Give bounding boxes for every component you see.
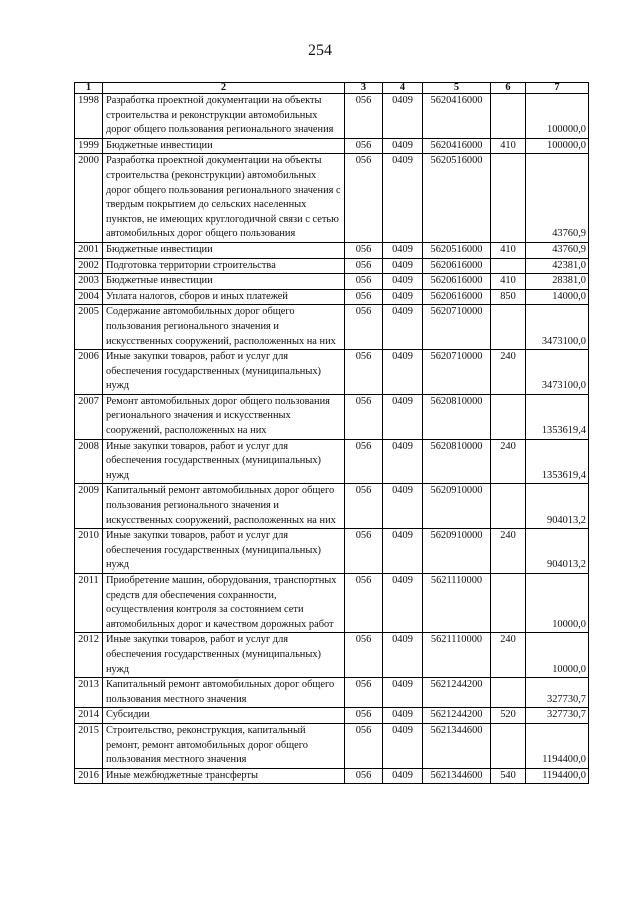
- table-row: [75, 258, 589, 274]
- table-row: [75, 678, 589, 708]
- item-name-cell: Уплата налогов, сборов и иных платежей: [103, 289, 345, 305]
- expense-type-cell: [491, 258, 526, 274]
- header-cell: 6: [491, 83, 526, 94]
- ministry-code-cell: 056: [345, 350, 383, 395]
- row-number-cell: 2009: [75, 484, 103, 529]
- amount-cell: 327730,7: [526, 708, 589, 724]
- expense-type-cell: 240: [491, 350, 526, 395]
- amount-cell: 43760,9: [526, 242, 589, 258]
- expense-type-cell: 240: [491, 633, 526, 678]
- table-row: [75, 574, 589, 633]
- ministry-code-cell: 056: [345, 242, 383, 258]
- target-article-cell: 5620910000: [423, 529, 491, 574]
- item-name-cell: Бюджетные инвестиции: [103, 274, 345, 290]
- row-number-cell: 1999: [75, 138, 103, 154]
- row-number-cell: 2001: [75, 242, 103, 258]
- ministry-code-cell: 056: [345, 289, 383, 305]
- amount-cell: 43760,9: [526, 154, 589, 243]
- table-row: [75, 138, 589, 154]
- expense-type-cell: 240: [491, 529, 526, 574]
- item-name-cell: Содержание автомобильных дорог общего пользования регионального значения и искусственных сооружений, расположенных на них: [103, 305, 345, 350]
- table-row: [75, 289, 589, 305]
- amount-cell: 904013,2: [526, 529, 589, 574]
- item-name-cell: Строительство, реконструкция, капитальный ремонт, ремонт автомобильных дорог общего пользования местного значения: [103, 723, 345, 768]
- target-article-cell: 5620616000: [423, 289, 491, 305]
- section-code-cell: 0409: [383, 94, 423, 139]
- amount-cell: 10000,0: [526, 574, 589, 633]
- expense-type-cell: 850: [491, 289, 526, 305]
- section-code-cell: 0409: [383, 484, 423, 529]
- table-body: [75, 94, 589, 784]
- ministry-code-cell: 056: [345, 723, 383, 768]
- item-name-cell: Иные закупки товаров, работ и услуг для обеспечения государственных (муниципальных) нужд: [103, 529, 345, 574]
- ministry-code-cell: 056: [345, 274, 383, 290]
- row-number-cell: 2005: [75, 305, 103, 350]
- ministry-code-cell: 056: [345, 768, 383, 784]
- row-number-cell: 2015: [75, 723, 103, 768]
- expense-type-cell: [491, 484, 526, 529]
- page-number: 254: [308, 42, 332, 59]
- target-article-cell: 5620710000: [423, 350, 491, 395]
- target-article-cell: 5620516000: [423, 242, 491, 258]
- item-name-cell: Иные закупки товаров, работ и услуг для обеспечения государственных (муниципальных) нужд: [103, 633, 345, 678]
- section-code-cell: 0409: [383, 678, 423, 708]
- section-code-cell: 0409: [383, 529, 423, 574]
- ministry-code-cell: 056: [345, 708, 383, 724]
- amount-cell: 1353619,4: [526, 394, 589, 439]
- target-article-cell: 5620616000: [423, 274, 491, 290]
- section-code-cell: 0409: [383, 723, 423, 768]
- item-name-cell: Субсидии: [103, 708, 345, 724]
- section-code-cell: 0409: [383, 242, 423, 258]
- expense-type-cell: [491, 154, 526, 243]
- amount-cell: 100000,0: [526, 138, 589, 154]
- row-number-cell: 2014: [75, 708, 103, 724]
- expense-type-cell: 520: [491, 708, 526, 724]
- table-row: [75, 394, 589, 439]
- row-number-cell: 2016: [75, 768, 103, 784]
- budget-table: [74, 82, 589, 784]
- target-article-cell: 5621244200: [423, 708, 491, 724]
- expense-type-cell: [491, 574, 526, 633]
- section-code-cell: 0409: [383, 439, 423, 484]
- amount-cell: 100000,0: [526, 94, 589, 139]
- ministry-code-cell: 056: [345, 484, 383, 529]
- section-code-cell: 0409: [383, 138, 423, 154]
- section-code-cell: 0409: [383, 305, 423, 350]
- header-row: [75, 83, 589, 94]
- table-row: [75, 723, 589, 768]
- target-article-cell: 5620516000: [423, 154, 491, 243]
- section-code-cell: 0409: [383, 394, 423, 439]
- section-code-cell: 0409: [383, 768, 423, 784]
- section-code-cell: 0409: [383, 633, 423, 678]
- amount-cell: 904013,2: [526, 484, 589, 529]
- target-article-cell: 5620810000: [423, 439, 491, 484]
- section-code-cell: 0409: [383, 258, 423, 274]
- target-article-cell: 5620810000: [423, 394, 491, 439]
- item-name-cell: Приобретение машин, оборудования, транспортных средств для обеспечения сохранности, осуществления контроля за состоянием сети автомобильных дорог и качеством дорожных работ: [103, 574, 345, 633]
- table-row: [75, 350, 589, 395]
- row-number-cell: 2013: [75, 678, 103, 708]
- amount-cell: 10000,0: [526, 633, 589, 678]
- table-header: [75, 83, 589, 94]
- ministry-code-cell: 056: [345, 529, 383, 574]
- row-number-cell: 2010: [75, 529, 103, 574]
- target-article-cell: 5621344600: [423, 768, 491, 784]
- target-article-cell: 5620910000: [423, 484, 491, 529]
- header-cell: 4: [383, 83, 423, 94]
- target-article-cell: 5620416000: [423, 138, 491, 154]
- row-number-cell: 2006: [75, 350, 103, 395]
- table-row: [75, 154, 589, 243]
- section-code-cell: 0409: [383, 574, 423, 633]
- item-name-cell: Ремонт автомобильных дорог общего пользования регионального значения и искусственных сооружений, расположенных на них: [103, 394, 345, 439]
- expense-type-cell: [491, 394, 526, 439]
- section-code-cell: 0409: [383, 350, 423, 395]
- target-article-cell: 5621110000: [423, 574, 491, 633]
- amount-cell: 28381,0: [526, 274, 589, 290]
- item-name-cell: Разработка проектной документации на объекты строительства (реконструкции) автомобильных дорог общего пользования регионального значения с твердым покрытием до сельских населенных пунктов, не имеющих круглогодичной связи с сетью автомобильных дорог общего пользования: [103, 154, 345, 243]
- amount-cell: 3473100,0: [526, 305, 589, 350]
- item-name-cell: Разработка проектной документации на объекты строительства и реконструкции автомобильных дорог общего пользования регионального значения: [103, 94, 345, 139]
- item-name-cell: Капитальный ремонт автомобильных дорог общего пользования регионального значения и искусственных сооружений, расположенных на них: [103, 484, 345, 529]
- expense-type-cell: 240: [491, 439, 526, 484]
- item-name-cell: Подготовка территории строительства: [103, 258, 345, 274]
- section-code-cell: 0409: [383, 708, 423, 724]
- row-number-cell: 1998: [75, 94, 103, 139]
- section-code-cell: 0409: [383, 154, 423, 243]
- amount-cell: 1353619,4: [526, 439, 589, 484]
- amount-cell: 327730,7: [526, 678, 589, 708]
- target-article-cell: 5621344600: [423, 723, 491, 768]
- table-row: [75, 633, 589, 678]
- row-number-cell: 2008: [75, 439, 103, 484]
- item-name-cell: Иные закупки товаров, работ и услуг для обеспечения государственных (муниципальных) нужд: [103, 439, 345, 484]
- header-cell: 2: [103, 83, 345, 94]
- target-article-cell: 5620710000: [423, 305, 491, 350]
- row-number-cell: 2002: [75, 258, 103, 274]
- table-row: [75, 529, 589, 574]
- row-number-cell: 2000: [75, 154, 103, 243]
- expense-type-cell: 410: [491, 242, 526, 258]
- row-number-cell: 2007: [75, 394, 103, 439]
- item-name-cell: Капитальный ремонт автомобильных дорог общего пользования местного значения: [103, 678, 345, 708]
- item-name-cell: Бюджетные инвестиции: [103, 242, 345, 258]
- table-row: [75, 484, 589, 529]
- table-row: [75, 274, 589, 290]
- header-cell: 3: [345, 83, 383, 94]
- table-row: [75, 242, 589, 258]
- item-name-cell: Иные закупки товаров, работ и услуг для обеспечения государственных (муниципальных) нужд: [103, 350, 345, 395]
- amount-cell: 1194400,0: [526, 768, 589, 784]
- header-cell: 7: [526, 83, 589, 94]
- header-cell: 5: [423, 83, 491, 94]
- expense-type-cell: [491, 723, 526, 768]
- table-row: [75, 439, 589, 484]
- table-row: [75, 768, 589, 784]
- amount-cell: 42381,0: [526, 258, 589, 274]
- expense-type-cell: 410: [491, 138, 526, 154]
- ministry-code-cell: 056: [345, 394, 383, 439]
- ministry-code-cell: 056: [345, 305, 383, 350]
- target-article-cell: 5621244200: [423, 678, 491, 708]
- amount-cell: 3473100,0: [526, 350, 589, 395]
- table-row: [75, 708, 589, 724]
- ministry-code-cell: 056: [345, 439, 383, 484]
- ministry-code-cell: 056: [345, 138, 383, 154]
- row-number-cell: 2003: [75, 274, 103, 290]
- ministry-code-cell: 056: [345, 94, 383, 139]
- target-article-cell: 5621110000: [423, 633, 491, 678]
- expense-type-cell: [491, 678, 526, 708]
- item-name-cell: Бюджетные инвестиции: [103, 138, 345, 154]
- table-row: [75, 305, 589, 350]
- section-code-cell: 0409: [383, 289, 423, 305]
- row-number-cell: 2012: [75, 633, 103, 678]
- ministry-code-cell: 056: [345, 154, 383, 243]
- expense-type-cell: 540: [491, 768, 526, 784]
- expense-type-cell: [491, 94, 526, 139]
- section-code-cell: 0409: [383, 274, 423, 290]
- row-number-cell: 2011: [75, 574, 103, 633]
- header-cell: 1: [75, 83, 103, 94]
- ministry-code-cell: 056: [345, 574, 383, 633]
- expense-type-cell: 410: [491, 274, 526, 290]
- item-name-cell: Иные межбюджетные трансферты: [103, 768, 345, 784]
- target-article-cell: 5620616000: [423, 258, 491, 274]
- expense-type-cell: [491, 305, 526, 350]
- ministry-code-cell: 056: [345, 678, 383, 708]
- table-row: [75, 94, 589, 139]
- target-article-cell: 5620416000: [423, 94, 491, 139]
- ministry-code-cell: 056: [345, 633, 383, 678]
- amount-cell: 1194400,0: [526, 723, 589, 768]
- ministry-code-cell: 056: [345, 258, 383, 274]
- row-number-cell: 2004: [75, 289, 103, 305]
- amount-cell: 14000,0: [526, 289, 589, 305]
